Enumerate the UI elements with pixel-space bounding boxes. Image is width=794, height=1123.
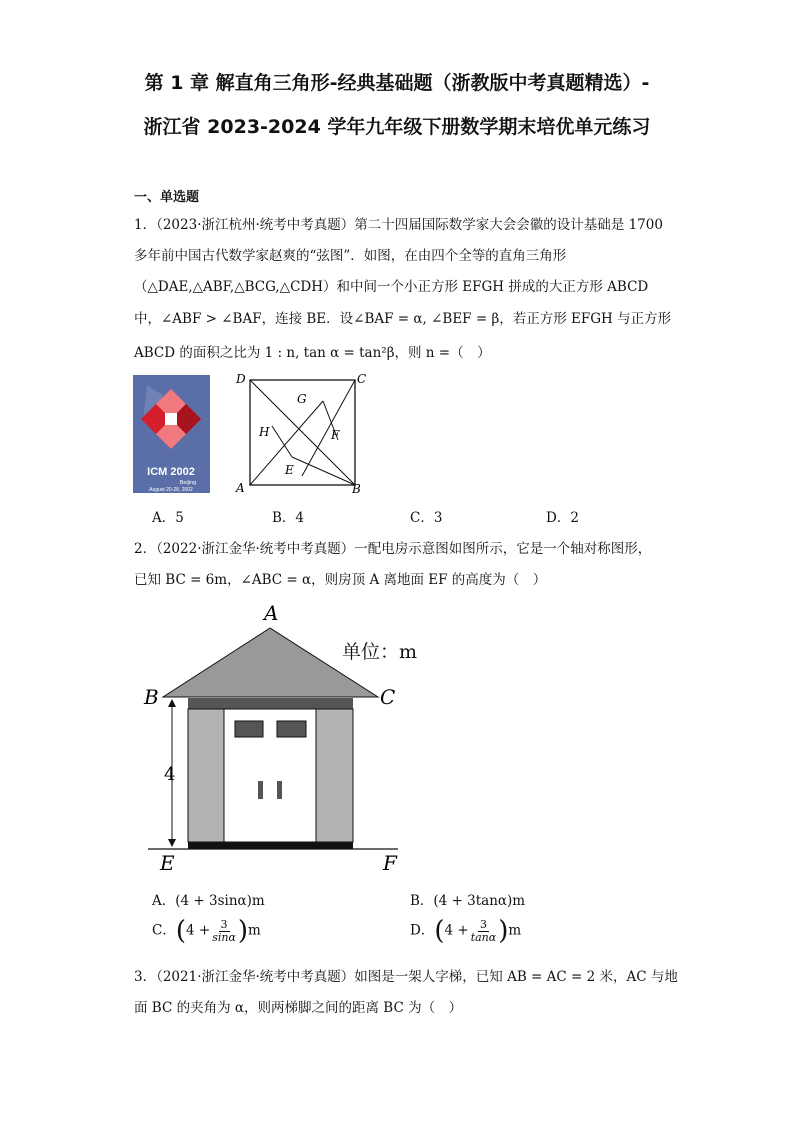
q1-option-a[interactable]: A．5	[152, 510, 184, 526]
q1-line-2: 多年前中国古代数学家赵爽的“弦图”．如图，在由四个全等的直角三角形	[134, 248, 567, 264]
q1-line-1: 1．（2023·浙江杭州·统考中考真题）第二十四届国际数学家大会会徽的设计基础是 1700	[134, 217, 663, 233]
q2-line-2: 已知 BC = 6m，∠ABC = α，则房顶 A 离地面 EF 的高度为（ ）	[134, 572, 547, 588]
q1-line-5: ABCD 的面积之比为 1 : n, tan α = tan²β，则 n =（ ）	[134, 345, 491, 361]
house-height-label: 4	[164, 764, 176, 785]
label-C: C	[357, 372, 367, 386]
house-label-F: F	[383, 851, 397, 872]
label-E: E	[285, 463, 294, 477]
label-H: H	[259, 425, 270, 439]
label-A: A	[236, 481, 245, 495]
q3-line-1: 3．（2021·浙江金华·统考中考真题）如图是一架人字梯，已知 AB = AC = 2 米，AC 与地	[134, 969, 678, 985]
house-label-E: E	[160, 851, 175, 872]
q1-line-3: （△DAE,△ABF,△BCG,△CDH）和中间一个小正方形 EFGH 拼成的大正方形 ABCD	[134, 279, 649, 295]
label-F: F	[331, 428, 340, 442]
q2-option-d[interactable]: D．(4 + $\frac{3}{\tan\alpha}$ )m	[410, 916, 522, 946]
q2-option-d-unit: m	[508, 922, 522, 939]
q1-option-d[interactable]: D．2	[546, 510, 579, 526]
q2-option-c-unit: m	[248, 922, 261, 939]
q1-line-4: 中，∠ABF > ∠BAF，连接 BE．设∠BAF = α, ∠BEF = β，若正方形 EFGH 与正方形	[134, 311, 672, 327]
q2-option-d-label: D．	[410, 922, 435, 939]
house-label-B: B	[144, 685, 159, 709]
q2-option-b[interactable]: B．(4 + 3tanα)m	[410, 893, 526, 909]
q2-option-c[interactable]: C．(4 + $\frac{3}{\sin\alpha}$ )m	[152, 916, 261, 946]
label-B: B	[352, 482, 361, 496]
q2-option-c-label: C．	[152, 922, 176, 939]
logo-dates: August 20-28, 2002	[149, 487, 193, 493]
q2-option-d-fraction: $\frac{3}{\tan\alpha}$	[470, 917, 497, 944]
q2-option-d-four-plus: 4 +	[444, 922, 469, 939]
q2-line-1: 2．（2022·浙江金华·统考中考真题）一配电房示意图如图所示，它是一个轴对称图形，	[134, 541, 652, 557]
q3-line-2: 面 BC 的夹角为 α，则两梯脚之间的距离 BC 为（ ）	[134, 1000, 463, 1016]
q2-option-a[interactable]: A．(4 + 3sinα)m	[152, 893, 265, 909]
label-D: D	[236, 372, 246, 386]
q2-option-c-fraction: $\frac{3}{\sin\alpha}$	[212, 917, 236, 944]
page-title-line-2: 浙江省 2023-2024 学年九年级下册数学期末培优单元练习	[143, 116, 651, 138]
logo-title: ICM 2002	[147, 466, 195, 478]
icm-logo-image	[133, 375, 210, 493]
zhao-shuang-square-figure	[230, 370, 370, 496]
q1-option-b[interactable]: B．4	[272, 510, 305, 526]
page-title-line-1: 第 1 章 解直角三角形-经典基础题（浙教版中考真题精选）-	[144, 72, 650, 94]
section-heading: 一、单选题	[134, 190, 200, 205]
logo-city: Beijing	[179, 480, 197, 486]
house-label-A: A	[264, 601, 279, 625]
q1-option-c[interactable]: C．3	[410, 510, 443, 526]
q2-option-c-four-plus: 4 +	[186, 922, 211, 939]
house-label-C: C	[380, 685, 396, 709]
label-G: G	[297, 392, 307, 406]
unit-label: 单位：m	[342, 641, 418, 663]
